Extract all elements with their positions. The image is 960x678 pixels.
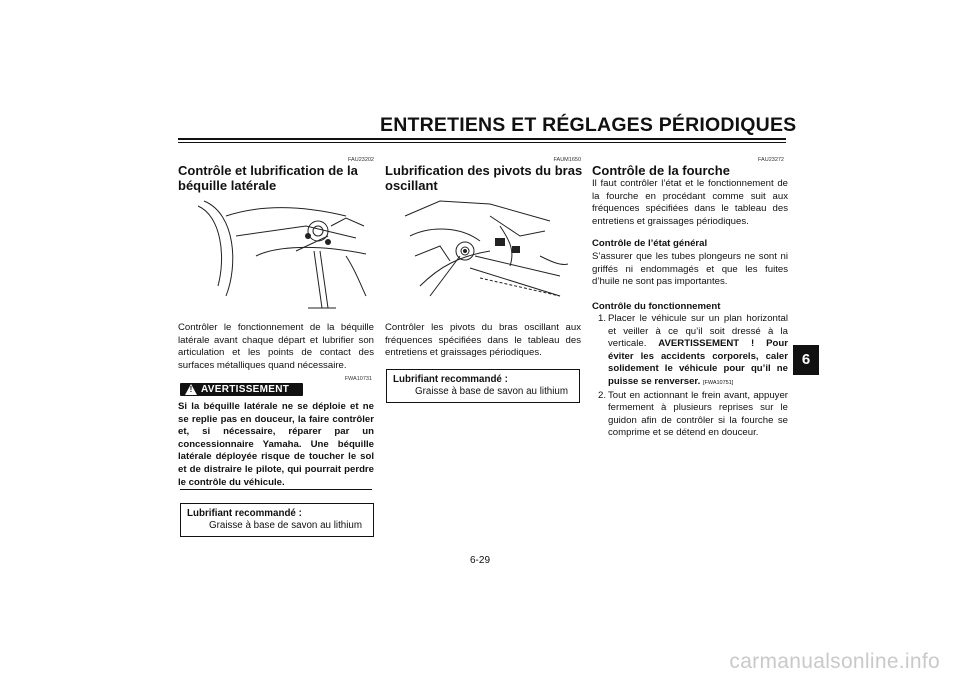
swingarm-pivot-illustration: [400, 196, 570, 312]
header-rule-thin: [178, 142, 786, 143]
section-code: FAU23202: [348, 157, 374, 163]
warning-text: Si la béquille latérale ne se déploie et ne se replie pas en douceur, la faire contrôler et, si nécessaire, réparer par un concessionnaire Yamaha. Une béquille latérale déployée risque de toucher le sol et de distraire le pilote, qui pourrait perdre le contrôle du véhicule.: [178, 401, 374, 488]
warning-code: FWA10731: [344, 376, 372, 382]
sidestand-body: Contrôler le fonctionnement de la béquille latérale avant chaque départ et lubrifier son articulation et les points de contact des surfaces métalliques quand nécessaire.: [178, 322, 374, 371]
fork-general-text: S’assurer que les tubes plongeurs ne sont ni griffés ni endommagés et que les fuites d’huile ne sont pas importantes.: [592, 251, 788, 288]
section-title-sidestand: [178, 163, 374, 193]
step-text: Tout en actionnant le frein avant, appuyer fermement à plusieurs reprises sur le guidon afin de contrôler si la fourche se comprime et se détend en douceur.: [608, 389, 788, 439]
section-title-fork: Contrôle de la fourche: [592, 163, 730, 178]
step-number: 1.: [598, 313, 607, 324]
step-text: Placer le véhicule sur un plan horizontal et veiller à ce qu’il soit dressé à la verticale.: [608, 313, 788, 350]
fork-intro: Il faut contrôler l’état et le fonctionnement de la fourche en procédant comme suit aux fréquences spécifiées dans le tableau des entretiens et graissages périodiques.: [592, 178, 788, 227]
header-rule: [178, 138, 786, 140]
title-line: béquille latérale: [178, 178, 277, 193]
fork-subheading-operation: Contrôle du fonctionnement: [592, 301, 721, 312]
step-code: [FWA10751]: [702, 379, 734, 386]
swingarm-body: Contrôler les pivots du bras oscillant aux fréquences spécifiées dans le tableau des entretiens et graissages périodiques.: [385, 322, 581, 359]
list-item: [592, 313, 788, 390]
footer-watermark: carmanualsonline.info: [729, 650, 940, 673]
list-item: [592, 390, 788, 440]
fork-steps: [592, 313, 788, 440]
exclamation-icon: !: [189, 385, 193, 394]
page-number: 6-29: [469, 555, 490, 566]
title-line: Contrôle et lubrification de la: [178, 163, 358, 178]
title-line: oscillant: [385, 178, 438, 193]
lubricant-value: Graisse à base de savon au lithium: [209, 520, 363, 531]
page-header-title: ENTRETIENS ET RÉGLAGES PÉRIODIQUES: [380, 114, 797, 136]
warning-banner: [180, 383, 303, 396]
step-number: 2.: [598, 389, 607, 401]
lubricant-box: [386, 369, 580, 403]
sidestand-illustration: [196, 196, 372, 312]
section-code: FAUM1650: [553, 157, 581, 163]
fork-subheading-general: Contrôle de l’état général: [592, 238, 708, 249]
lubricant-value: Graisse à base de savon au lithium: [415, 386, 569, 397]
step-warning: AVERTISSEMENT ! Pour éviter les accidents corporels, caler solidement le véhicule pour qu’il ne puisse se renverser.: [608, 338, 788, 387]
lubricant-box: [180, 503, 374, 537]
chapter-tab: 6: [793, 345, 819, 375]
lubricant-title: Lubrifiant recommandé :: [393, 374, 508, 385]
warning-end-rule: [180, 489, 372, 490]
lubricant-title: Lubrifiant recommandé :: [187, 508, 302, 519]
title-line: Lubrification des pivots du bras: [385, 163, 583, 178]
section-code: FAU23272: [758, 157, 784, 163]
section-title-swingarm: [385, 163, 585, 193]
warning-label: AVERTISSEMENT: [201, 384, 290, 395]
